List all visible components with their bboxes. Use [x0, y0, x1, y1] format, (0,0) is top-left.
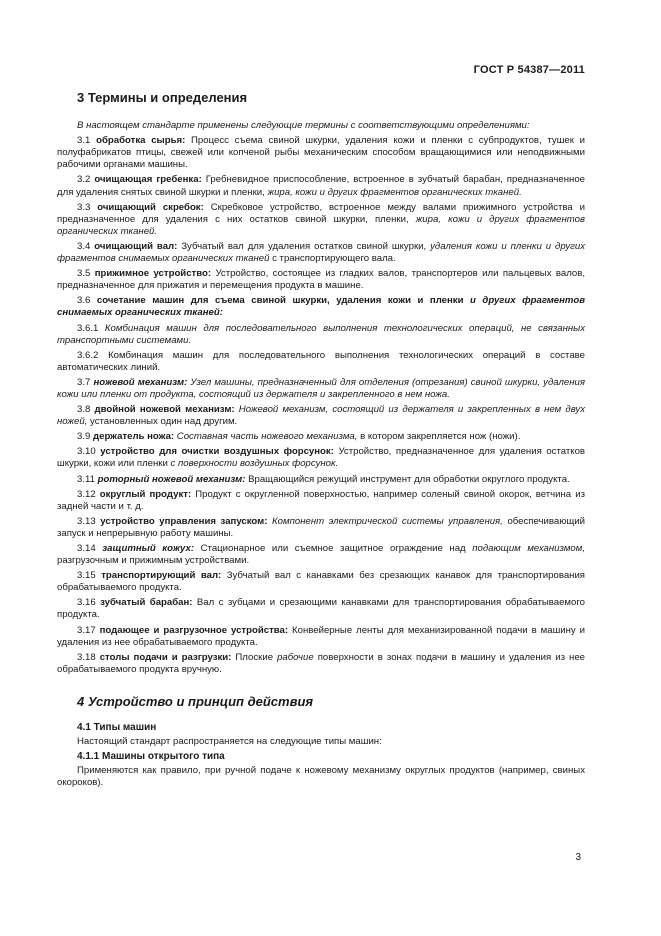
section-4-title: 4 Устройство и принцип действия: [77, 693, 314, 709]
term-definition-end: в котором закрепляется нож (ножи).: [357, 431, 521, 443]
term-name: держатель ножа:: [93, 431, 175, 443]
term-definition-italic: подающим механизмом,: [465, 543, 585, 554]
term-name: подающее и разгрузочное устройства:: [99, 624, 289, 636]
term-name: устройство управления запуском:: [100, 515, 268, 527]
term-number: 3.3: [77, 201, 91, 213]
term-definition-italic: жира, кожи и других фрагментов органических тканей.: [57, 213, 585, 237]
term-item: [57, 431, 585, 443]
term-name-italic: ножевой механизм:: [93, 376, 188, 388]
term-definition-end: поверхности в зонах подачи в машину и удаления из нее обрабатываемого продукта вручную.: [57, 651, 586, 675]
term-item: [57, 489, 585, 513]
term-definition: Процесс съема свиной шкурки, удаления кожи и пленки с субпродуктов, тушек и полуфабрикатов птицы, свежей или копченой рыбы механическим способом вращающимися или неподвижными рабочими органами машины.: [57, 135, 586, 171]
term-definition: Плоские: [235, 651, 274, 663]
term-definition: Устройство, предназначенное для удаления остатков шкурки, кожи или пленки: [57, 446, 586, 470]
term-item: [57, 570, 585, 594]
term-definition-italic: жира, кожи и других фрагментов органических тканей.: [264, 186, 522, 198]
term-name: очищающая гребенка:: [94, 174, 202, 186]
term-number: 3.17: [77, 624, 96, 636]
term-name: округлый продукт:: [99, 488, 192, 500]
term-definition-italic: с поверхности воздушных форсунок.: [167, 458, 339, 470]
term-definition-end: разгрузочным и прижимным устройствами.: [57, 555, 250, 567]
term-number: 3.16: [77, 597, 96, 609]
term-item: [57, 295, 585, 319]
terms-list: [57, 135, 585, 676]
term-definition: Зубчатый вал для удаления остатков свиной шкурки,: [181, 240, 427, 252]
term-definition-italic: Узел машины, предназначенный для отделения (отрезания) свиной шкурки, удаления кожи или пленки от продукта, состоящий из держателя и закрепленного в нем ножа.: [57, 376, 585, 400]
term-number: 3.2: [77, 174, 91, 186]
subsection-4-1-1-title: 4.1.1 Машины открытого типа: [77, 751, 225, 763]
term-definition-italic: удаления кожи и пленки и других фрагментов снимаемых органических тканей: [57, 240, 585, 265]
term-item: [57, 474, 585, 486]
term-definition-end: установленных один над другим.: [87, 416, 238, 428]
term-name: сочетание машин для съема свиной шкурки, удаления кожи и пленки: [96, 295, 464, 307]
term-number: 3.13: [77, 515, 96, 527]
term-number: 3.10: [77, 446, 96, 458]
term-name: устройство для очистки воздушных форсунок:: [100, 446, 334, 458]
term-name: столы подачи и разгрузки:: [99, 651, 232, 663]
term-definition-italic: рабочие: [273, 651, 314, 663]
term-definition: Зубчатый вал с канавками без срезающих канавок для транспортирования обрабатываемого продукта.: [57, 570, 586, 594]
term-item: [57, 597, 585, 621]
term-definition-italic: Составная часть ножевого механизма,: [174, 431, 358, 443]
section-3-title: 3 Термины и определения: [77, 90, 248, 105]
term-name-italic: защитный кожух:: [102, 543, 195, 554]
term-item: [57, 202, 585, 238]
term-name-italic: роторный ножевой механизм:: [97, 473, 246, 485]
term-number: 3.6.2: [77, 349, 99, 361]
term-definition-italic: Компонент электрической системы управления,: [267, 515, 503, 527]
term-number: 3.1: [77, 135, 91, 147]
term-number: 3.6.1: [77, 322, 99, 334]
term-definition-italic: Комбинация машин для последовательного выполнения технологических операций, не связанных транспортными системами.: [57, 322, 585, 346]
term-name: зубчатый барабан:: [100, 597, 193, 609]
term-definition: Вращающийся режущий инструмент для обработки округлого продукта.: [248, 473, 570, 485]
subsection-4-1-title: 4.1 Типы машин: [77, 722, 157, 734]
term-definition: Конвейерные ленты для механизированной подачи в машину и удаления из нее обрабатываемого продукта.: [57, 624, 586, 648]
term-definition-end: обеспечивающий запуск и непрерывную работу машины.: [57, 515, 585, 539]
term-name: прижимное устройство:: [94, 268, 212, 280]
term-item: [57, 404, 585, 428]
term-name: двойной ножевой механизм:: [94, 404, 235, 416]
subsection-4-1-text: Настоящий стандарт распространяется на следующие типы машин:: [77, 736, 382, 748]
term-number: 3.12: [77, 488, 96, 500]
term-number: 3.14: [77, 543, 96, 554]
term-number: 3.5: [77, 268, 91, 280]
term-definition: Устройство, состоящее из гладких валов, транспортеров или пальцевых валов, предназначенное для прижатия и перемещения продукта в машине.: [57, 268, 585, 292]
page-number: 3: [575, 852, 581, 863]
term-item: [57, 268, 585, 292]
term-item: [57, 543, 585, 567]
term-item: [57, 652, 585, 676]
term-item: [57, 323, 585, 347]
term-item: [57, 516, 585, 540]
term-number: 3.7: [77, 376, 91, 388]
term-definition-end: с транспортирующего вала.: [269, 253, 396, 265]
term-item: [57, 350, 585, 374]
term-number: 3.11: [77, 473, 95, 485]
term-definition: Гребневидное приспособление, встроенное в зубчатый барабан, предназначенное для удаления снятых свиной шкурки и пленки,: [57, 174, 585, 198]
term-number: 3.18: [77, 651, 96, 663]
term-name: очищающий скребок:: [97, 201, 204, 213]
term-number: 3.6: [77, 295, 91, 307]
term-definition: Скребковое устройство, встроенное между валами прижимного устройства и предназначенное для удаления с них остатков свиной шкурки, пленки,: [57, 201, 585, 225]
term-name-italic: и других фрагментов снимаемых органических тканей:: [57, 295, 585, 319]
term-number: 3.15: [77, 570, 96, 582]
term-definition-italic: Ножевой механизм, состоящий из держателя и закрепленных в нем двух ножей,: [57, 404, 585, 428]
term-number: 3.4: [77, 240, 91, 252]
term-definition: Комбинация машин для последовательного выполнения технологических операций в составе автоматических линий.: [57, 349, 585, 373]
term-definition: Вал с зубцами и срезающими канавками для транспортирования обрабатываемого продукта.: [57, 597, 585, 621]
term-item: [57, 174, 585, 198]
term-number: 3.9: [77, 431, 91, 443]
term-name: обработка сырья:: [96, 135, 186, 147]
term-number: 3.8: [77, 404, 91, 416]
subsection-4-1-1-text: Применяются как правило, при ручной подаче к ножевому механизму округлых продуктов (например, свиных окороков).: [57, 765, 585, 789]
term-item: [57, 241, 585, 265]
term-name: транспортирующий вал:: [101, 570, 222, 582]
section-3-intro: В настоящем стандарте применены следующие термины с соответствующими определениями:: [77, 120, 530, 132]
document-code: ГОСТ Р 54387—2011: [473, 64, 585, 76]
term-item: [57, 135, 585, 171]
term-item: [57, 625, 585, 649]
term-item: [57, 446, 585, 470]
term-definition: Стационарное или съемное защитное ограждение над: [200, 543, 466, 554]
term-definition: Продукт с округленной поверхностью, например соленый свиной окорок, ветчина из задней части и т. д.: [57, 488, 585, 512]
term-item: [57, 377, 585, 401]
main-content: [57, 92, 585, 793]
term-name: очищающий вал:: [94, 240, 178, 252]
